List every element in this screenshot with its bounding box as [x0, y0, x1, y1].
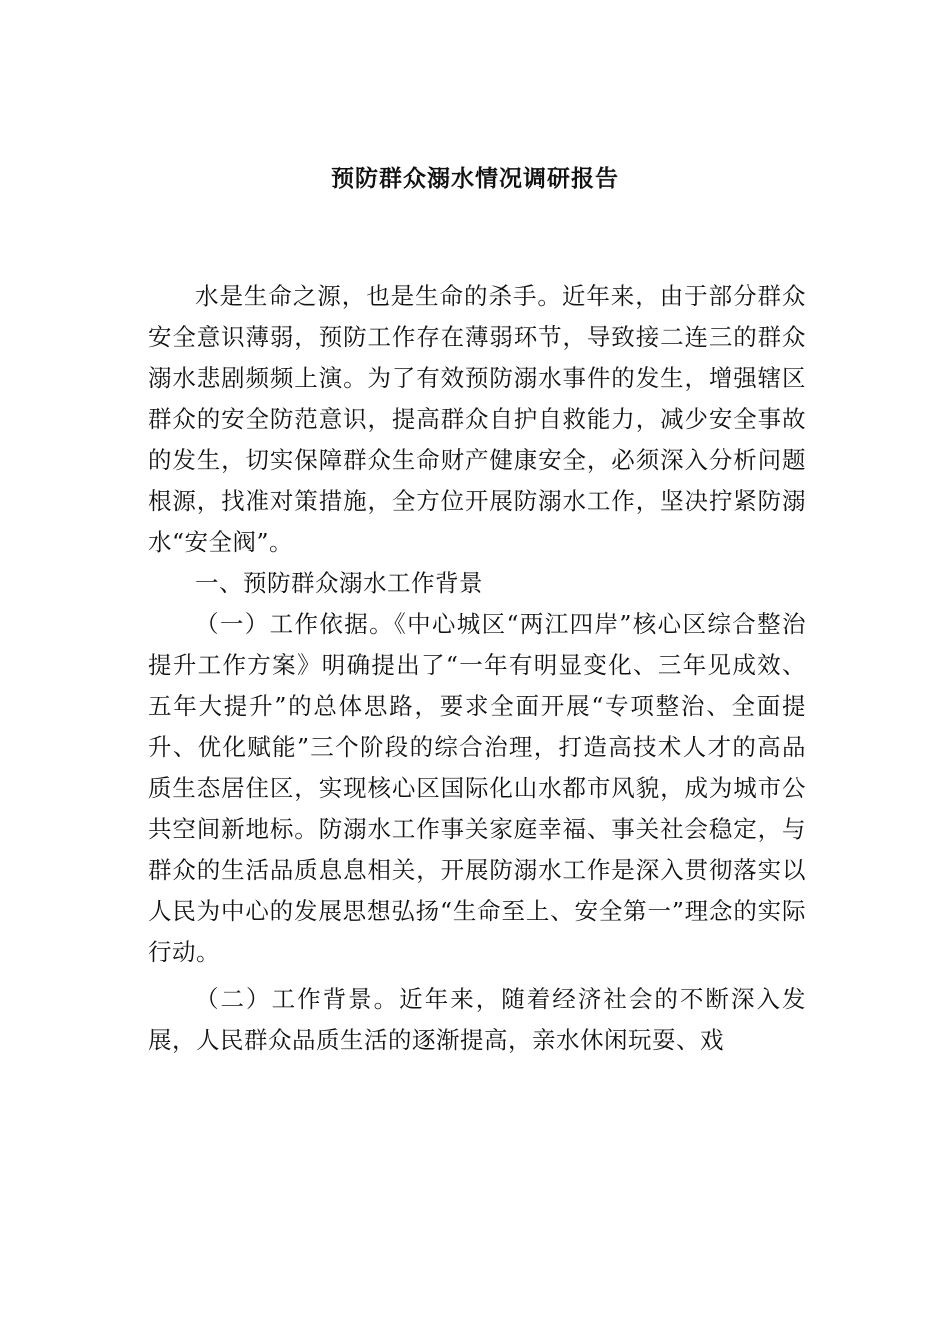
work-basis-paragraph: （一）工作依据。《中心城区“两江四岸”核心区综合整治提升工作方案》明确提出了“一年有明显变化、三年见成效、五年大提升”的总体思路，要求全面开展“专项整治、全面提升、优化赋能”三个阶段的综合治理，打造高技术人才的高品质生态居住区，实现核心区国际化山水都市风貌，成为城市公共空间新地标。防溺水工作事关家庭幸福、事关社会稳定，与群众的生活品质息息相关，开展防溺水工作是深入贯彻落实以人民为中心的发展思想弘扬“生命至上、安全第一”理念的实际行动。 — [148, 610, 806, 966]
document-title: 预防群众溺水情况调研报告 — [331, 165, 619, 192]
work-background-paragraph: （二）工作背景。近年来，随着经济社会的不断深入发展，人民群众品质生活的逐渐提高，亲水休闲玩耍、戏 — [148, 985, 806, 1054]
document-body — [148, 276, 806, 1061]
section-heading: 一、预防群众溺水工作背景 — [195, 569, 483, 597]
intro-paragraph: 水是生命之源，也是生命的杀手。近年来，由于部分群众安全意识薄弱，预防工作存在薄弱环节，导致接二连三的群众溺水悲剧频频上演。为了有效预防溺水事件的发生，增强辖区群众的安全防范意识，提高群众自护自救能力，减少安全事故的发生，切实保障群众生命财产健康安全，必须深入分析问题根源，找准对策措施，全方位开展防溺水工作，坚决拧紧防溺水“安全阀”。 — [148, 282, 806, 556]
